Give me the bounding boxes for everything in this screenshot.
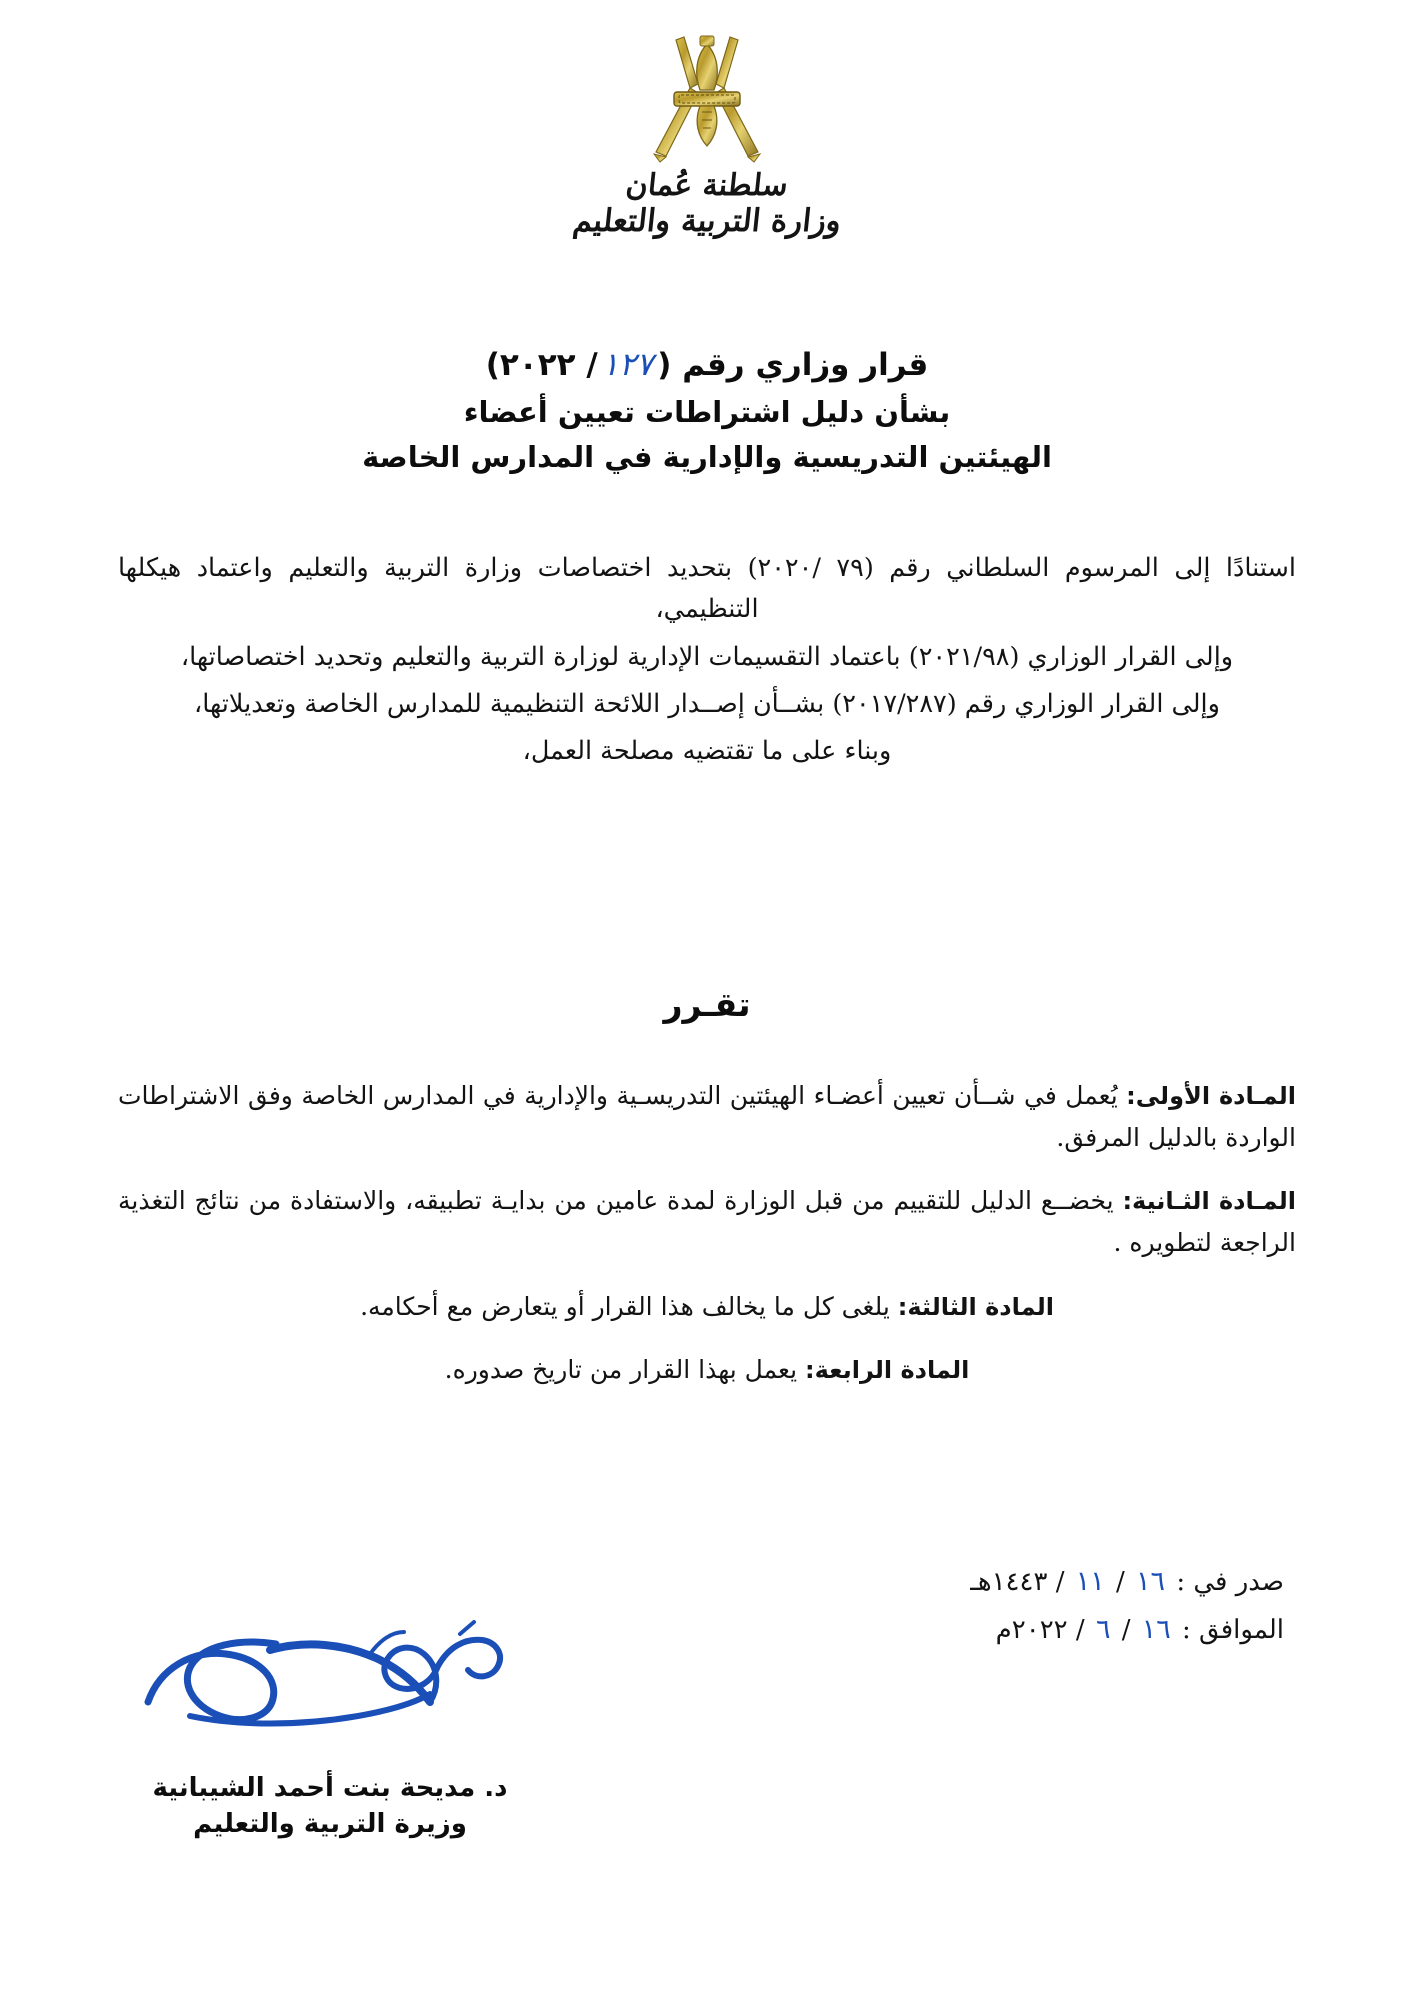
article-3-text: يلغى كل ما يخالف هذا القرار أو يتعارض مع أحكامه.: [360, 1291, 898, 1321]
gregorian-month-handwritten: ٦: [1095, 1613, 1111, 1645]
preamble-paragraph-2: وإلى القرار الوزاري (٢٠٢١/٩٨) باعتماد التقسيمات الإدارية لوزارة التربية والتعليم وتحديد اختصاصاتها،: [180, 641, 1234, 672]
gregorian-day-handwritten: ١٦: [1141, 1613, 1171, 1645]
gregorian-year: ٢٠٢٢م: [995, 1614, 1068, 1645]
letterhead-country: سلطنة عُمان: [624, 168, 790, 203]
preamble-paragraph-1: استنادًا إلى المرسوم السلطاني رقم (٧٩ /٢٠٢٠) بتحديد اختصاصات وزارة التربية والتعليم واعتماد هيكلها التنظيمي،: [118, 553, 1296, 625]
article-1: [118, 1075, 1296, 1158]
article-4: [118, 1349, 1296, 1391]
letterhead: [0, 26, 1414, 238]
gregorian-date-label: الموافق :: [1182, 1614, 1284, 1645]
article-2-text: يخضــع الدليل للتقييم من قبل الوزارة لمدة عامين من بدايـة تطبيقه، والاستفادة من نتائج التغذية الراجعة لتطويره .: [118, 1186, 1296, 1258]
decision-subject-line-1: بشأن دليل اشتراطات تعيين أعضاء: [463, 394, 951, 429]
handwritten-signature-icon: [130, 1610, 530, 1760]
preamble-paragraph-4: وبناء على ما تقتضيه مصلحة العمل،: [522, 736, 892, 767]
oman-national-emblem-icon: [632, 26, 782, 176]
hijri-date-row: [970, 1558, 1284, 1606]
preamble-block: [118, 548, 1296, 778]
articles-block: [118, 1075, 1296, 1413]
decision-title-prefix: قرار وزاري رقم (: [657, 347, 929, 383]
article-4-label: المادة الرابعة:: [805, 1356, 970, 1385]
signatory-name: د. مديحة بنت أحمد الشيبانية: [152, 1773, 508, 1803]
letterhead-ministry: وزارة التربية والتعليم: [571, 202, 843, 239]
article-4-text: يعمل بهذا القرار من تاريخ صدوره.: [444, 1355, 806, 1385]
gregorian-date-row: [970, 1606, 1284, 1654]
article-1-text: يُعمل في شــأن تعيين أعضـاء الهيئتين التدريسـية والإدارية في المدارس الخاصة وفق الاشتراطات الواردة بالدليل المرفق.: [118, 1081, 1296, 1152]
hijri-month-handwritten: ١١: [1075, 1566, 1105, 1597]
decides-heading: تقـرر: [663, 985, 751, 1024]
article-3-label: المادة الثالثة:: [897, 1292, 1054, 1321]
article-3: [118, 1286, 1296, 1328]
article-2: [118, 1180, 1296, 1263]
date-separator-4: /: [1075, 1614, 1085, 1645]
signatory-role: وزيرة التربية والتعليم: [193, 1809, 467, 1840]
issue-date-block: [970, 1558, 1284, 1653]
signature-block: [90, 1610, 570, 1843]
decision-title: [0, 340, 1414, 390]
hijri-date-label: صدر في :: [1176, 1567, 1284, 1597]
decision-subject-line-2: الهيئتين التدريسية والإدارية في المدارس الخاصة: [362, 439, 1052, 474]
date-separator-1: /: [1116, 1567, 1125, 1597]
article-2-label: المـادة الثـانية:: [1122, 1187, 1296, 1216]
hijri-day-handwritten: ١٦: [1136, 1566, 1166, 1597]
date-separator-3: /: [1121, 1614, 1131, 1645]
decision-number-handwritten: ١٢٧: [601, 345, 654, 383]
title-block: [0, 340, 1414, 479]
decision-title-suffix: / ٢٠٢٢): [485, 347, 598, 383]
preamble-paragraph-3: وإلى القرار الوزاري رقم (٢٠١٧/٢٨٧) بشــأن إصــدار اللائحة التنظيمية للمدارس الخاصة وتعديلاتها،: [194, 688, 1220, 719]
article-1-label: المـادة الأولى:: [1126, 1082, 1297, 1110]
hijri-year: ١٤٤٣هـ: [970, 1567, 1048, 1597]
date-separator-2: /: [1055, 1567, 1065, 1597]
